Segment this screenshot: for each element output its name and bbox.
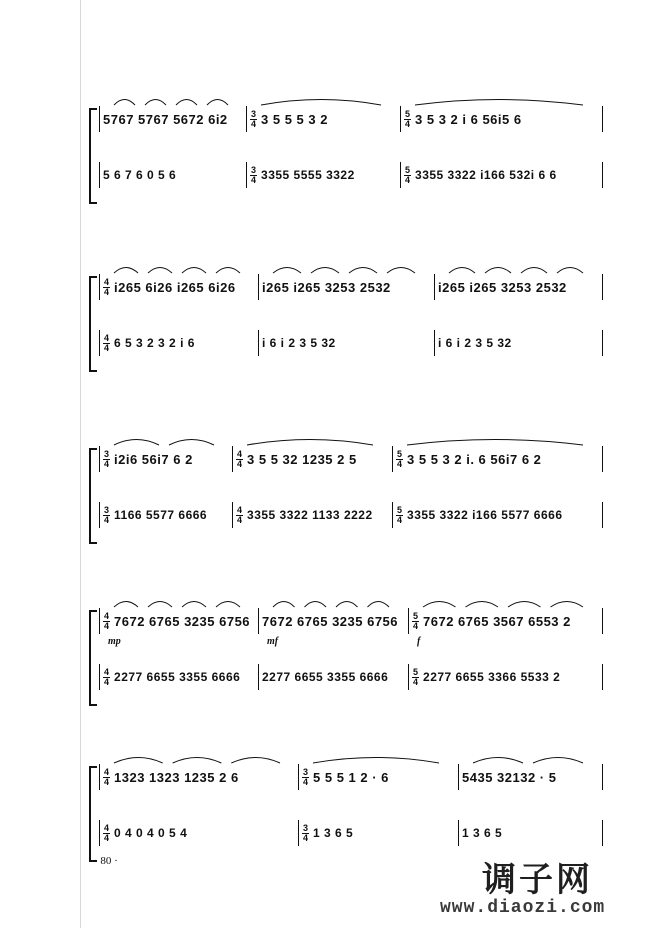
slur-marks: [459, 752, 602, 764]
note-sequence: 5 5 5 1 2 · 6: [313, 769, 389, 785]
slur-marks: [233, 434, 392, 446]
time-signature: 4 4: [104, 332, 110, 353]
note-sequence: 3 5 5 32 1235 2 5: [247, 451, 357, 467]
time-signature: 5 4: [413, 610, 419, 631]
note-sequence: 7672 6765 3235 6756: [262, 613, 399, 629]
measure: [459, 764, 603, 790]
system-bracket: [89, 610, 97, 706]
note-sequence: 1166 5577 6666: [114, 508, 208, 522]
page-number: · 80 ·: [94, 855, 118, 867]
dynamic-marking: mp: [108, 636, 121, 647]
note-sequence: i265 i265 3253 2532: [438, 279, 567, 295]
note-sequence: i265 i265 3253 2532: [262, 279, 391, 295]
note-sequence: 2277 6655 3355 6666: [114, 670, 241, 684]
measure: [393, 446, 603, 472]
measure: [459, 820, 603, 846]
note-sequence: 0 4 0 4 0 5 4: [114, 826, 188, 840]
note-sequence: 3 5 5 3 2 i. 6 56i7 6 2: [407, 451, 542, 467]
lower-staff: [99, 162, 603, 188]
note-sequence: 3355 5555 3322: [261, 168, 355, 182]
upper-staff: [99, 274, 603, 300]
note-sequence: 5767 5767 5672 6i2: [103, 111, 228, 127]
measure: [299, 820, 459, 846]
note-sequence: 3355 3322 i166 5577 6666: [407, 508, 563, 522]
measure: [393, 502, 603, 528]
lower-staff: [99, 330, 603, 356]
note-sequence: 2277 6655 3355 6666: [262, 670, 389, 684]
time-signature: 4 4: [104, 610, 110, 631]
upper-staff: [99, 608, 603, 647]
time-signature: 5 4: [397, 504, 403, 525]
measure: [259, 330, 435, 356]
slur-marks: [100, 434, 232, 446]
lower-staff: [99, 502, 603, 528]
note-sequence: 3355 3322 i166 532i 6 6: [415, 168, 557, 182]
slur-marks: [100, 596, 258, 608]
measure: [233, 446, 393, 472]
time-signature: 5 4: [413, 666, 419, 687]
time-signature: 3 4: [303, 766, 309, 787]
note-sequence: 3355 3322 1133 2222: [247, 508, 373, 522]
time-signature: 4 4: [104, 666, 110, 687]
note-sequence: i2i6 56i7 6 2: [114, 451, 193, 467]
measure: [99, 502, 233, 528]
slur-marks: [435, 262, 602, 274]
time-signature: 4 4: [104, 822, 110, 843]
note-sequence: 1 3 6 5: [462, 826, 503, 840]
note-sequence: i 6 i 2 3 5 32: [438, 336, 512, 350]
slur-marks: [299, 752, 458, 764]
note-sequence: 1323 1323 1235 2 6: [114, 769, 239, 785]
time-signature: 4 4: [104, 766, 110, 787]
score-system: [95, 602, 605, 714]
time-signature: 4 4: [104, 276, 110, 297]
slur-marks: [259, 262, 434, 274]
slur-marks: [259, 596, 408, 608]
upper-staff: [99, 764, 603, 790]
measure: [99, 274, 259, 300]
time-signature: 4 4: [237, 448, 243, 469]
measure: [99, 446, 233, 472]
time-signature: 3 4: [251, 164, 257, 185]
watermark-url: www.diaozi.com: [440, 898, 606, 918]
measure: [99, 330, 259, 356]
slur-marks: [100, 262, 258, 274]
lower-staff: [99, 664, 603, 690]
measure: [259, 664, 409, 690]
note-sequence: 6 5 3 2 3 2 i 6: [114, 336, 195, 350]
system-bracket: [89, 276, 97, 372]
measure: [99, 106, 247, 132]
note-sequence: i265 6i26 i265 6i26: [114, 279, 236, 295]
slur-marks: [100, 94, 246, 106]
note-sequence: 1 3 6 5: [313, 826, 354, 840]
note-sequence: 5 6 7 6 0 5 6: [103, 168, 177, 182]
time-signature: 4 4: [237, 504, 243, 525]
note-sequence: 7672 6765 3235 6756: [114, 613, 251, 629]
score-system: [95, 268, 605, 380]
measure: [409, 664, 603, 690]
measure: [435, 274, 603, 300]
measure: [247, 106, 401, 132]
note-sequence: 3 5 3 2 i 6 56i5 6: [415, 111, 522, 127]
time-signature: 5 4: [405, 164, 411, 185]
dynamic-marking: f: [417, 636, 421, 647]
measure: [299, 764, 459, 790]
measure: [259, 274, 435, 300]
measure: [259, 608, 409, 647]
score-system: [95, 100, 605, 212]
measure: [409, 608, 603, 647]
upper-staff: [99, 106, 603, 132]
time-signature: 3 4: [104, 448, 110, 469]
measure: [233, 502, 393, 528]
measure: [435, 330, 603, 356]
measure: [401, 106, 603, 132]
slur-marks: [247, 94, 400, 106]
measure: [247, 162, 401, 188]
time-signature: 5 4: [397, 448, 403, 469]
measure: [99, 162, 247, 188]
system-bracket: [89, 108, 97, 204]
slur-marks: [401, 94, 602, 106]
note-sequence: 7672 6765 3567 6553 2: [423, 613, 571, 629]
measure: [99, 608, 259, 647]
dynamic-marking: mf: [267, 636, 279, 647]
slur-marks: [393, 434, 602, 446]
measure: [99, 820, 299, 846]
note-sequence: 3 5 5 5 3 2: [261, 111, 328, 127]
lower-staff: [99, 820, 603, 846]
system-bracket: [89, 448, 97, 544]
time-signature: 5 4: [405, 108, 411, 129]
time-signature: 3 4: [303, 822, 309, 843]
watermark-logo-text: 调子网: [482, 860, 593, 900]
measure: [99, 764, 299, 790]
slur-marks: [409, 596, 602, 608]
upper-staff: [99, 446, 603, 472]
page-edge: [80, 0, 81, 928]
system-bracket: [89, 766, 97, 862]
note-sequence: 2277 6655 3366 5533 2: [423, 670, 561, 684]
time-signature: 3 4: [251, 108, 257, 129]
time-signature: 3 4: [104, 504, 110, 525]
score-system: [95, 440, 605, 552]
note-sequence: i 6 i 2 3 5 32: [262, 336, 336, 350]
measure: [401, 162, 603, 188]
note-sequence: 5435 32132 · 5: [462, 769, 557, 785]
measure: [99, 664, 259, 690]
slur-marks: [100, 752, 298, 764]
